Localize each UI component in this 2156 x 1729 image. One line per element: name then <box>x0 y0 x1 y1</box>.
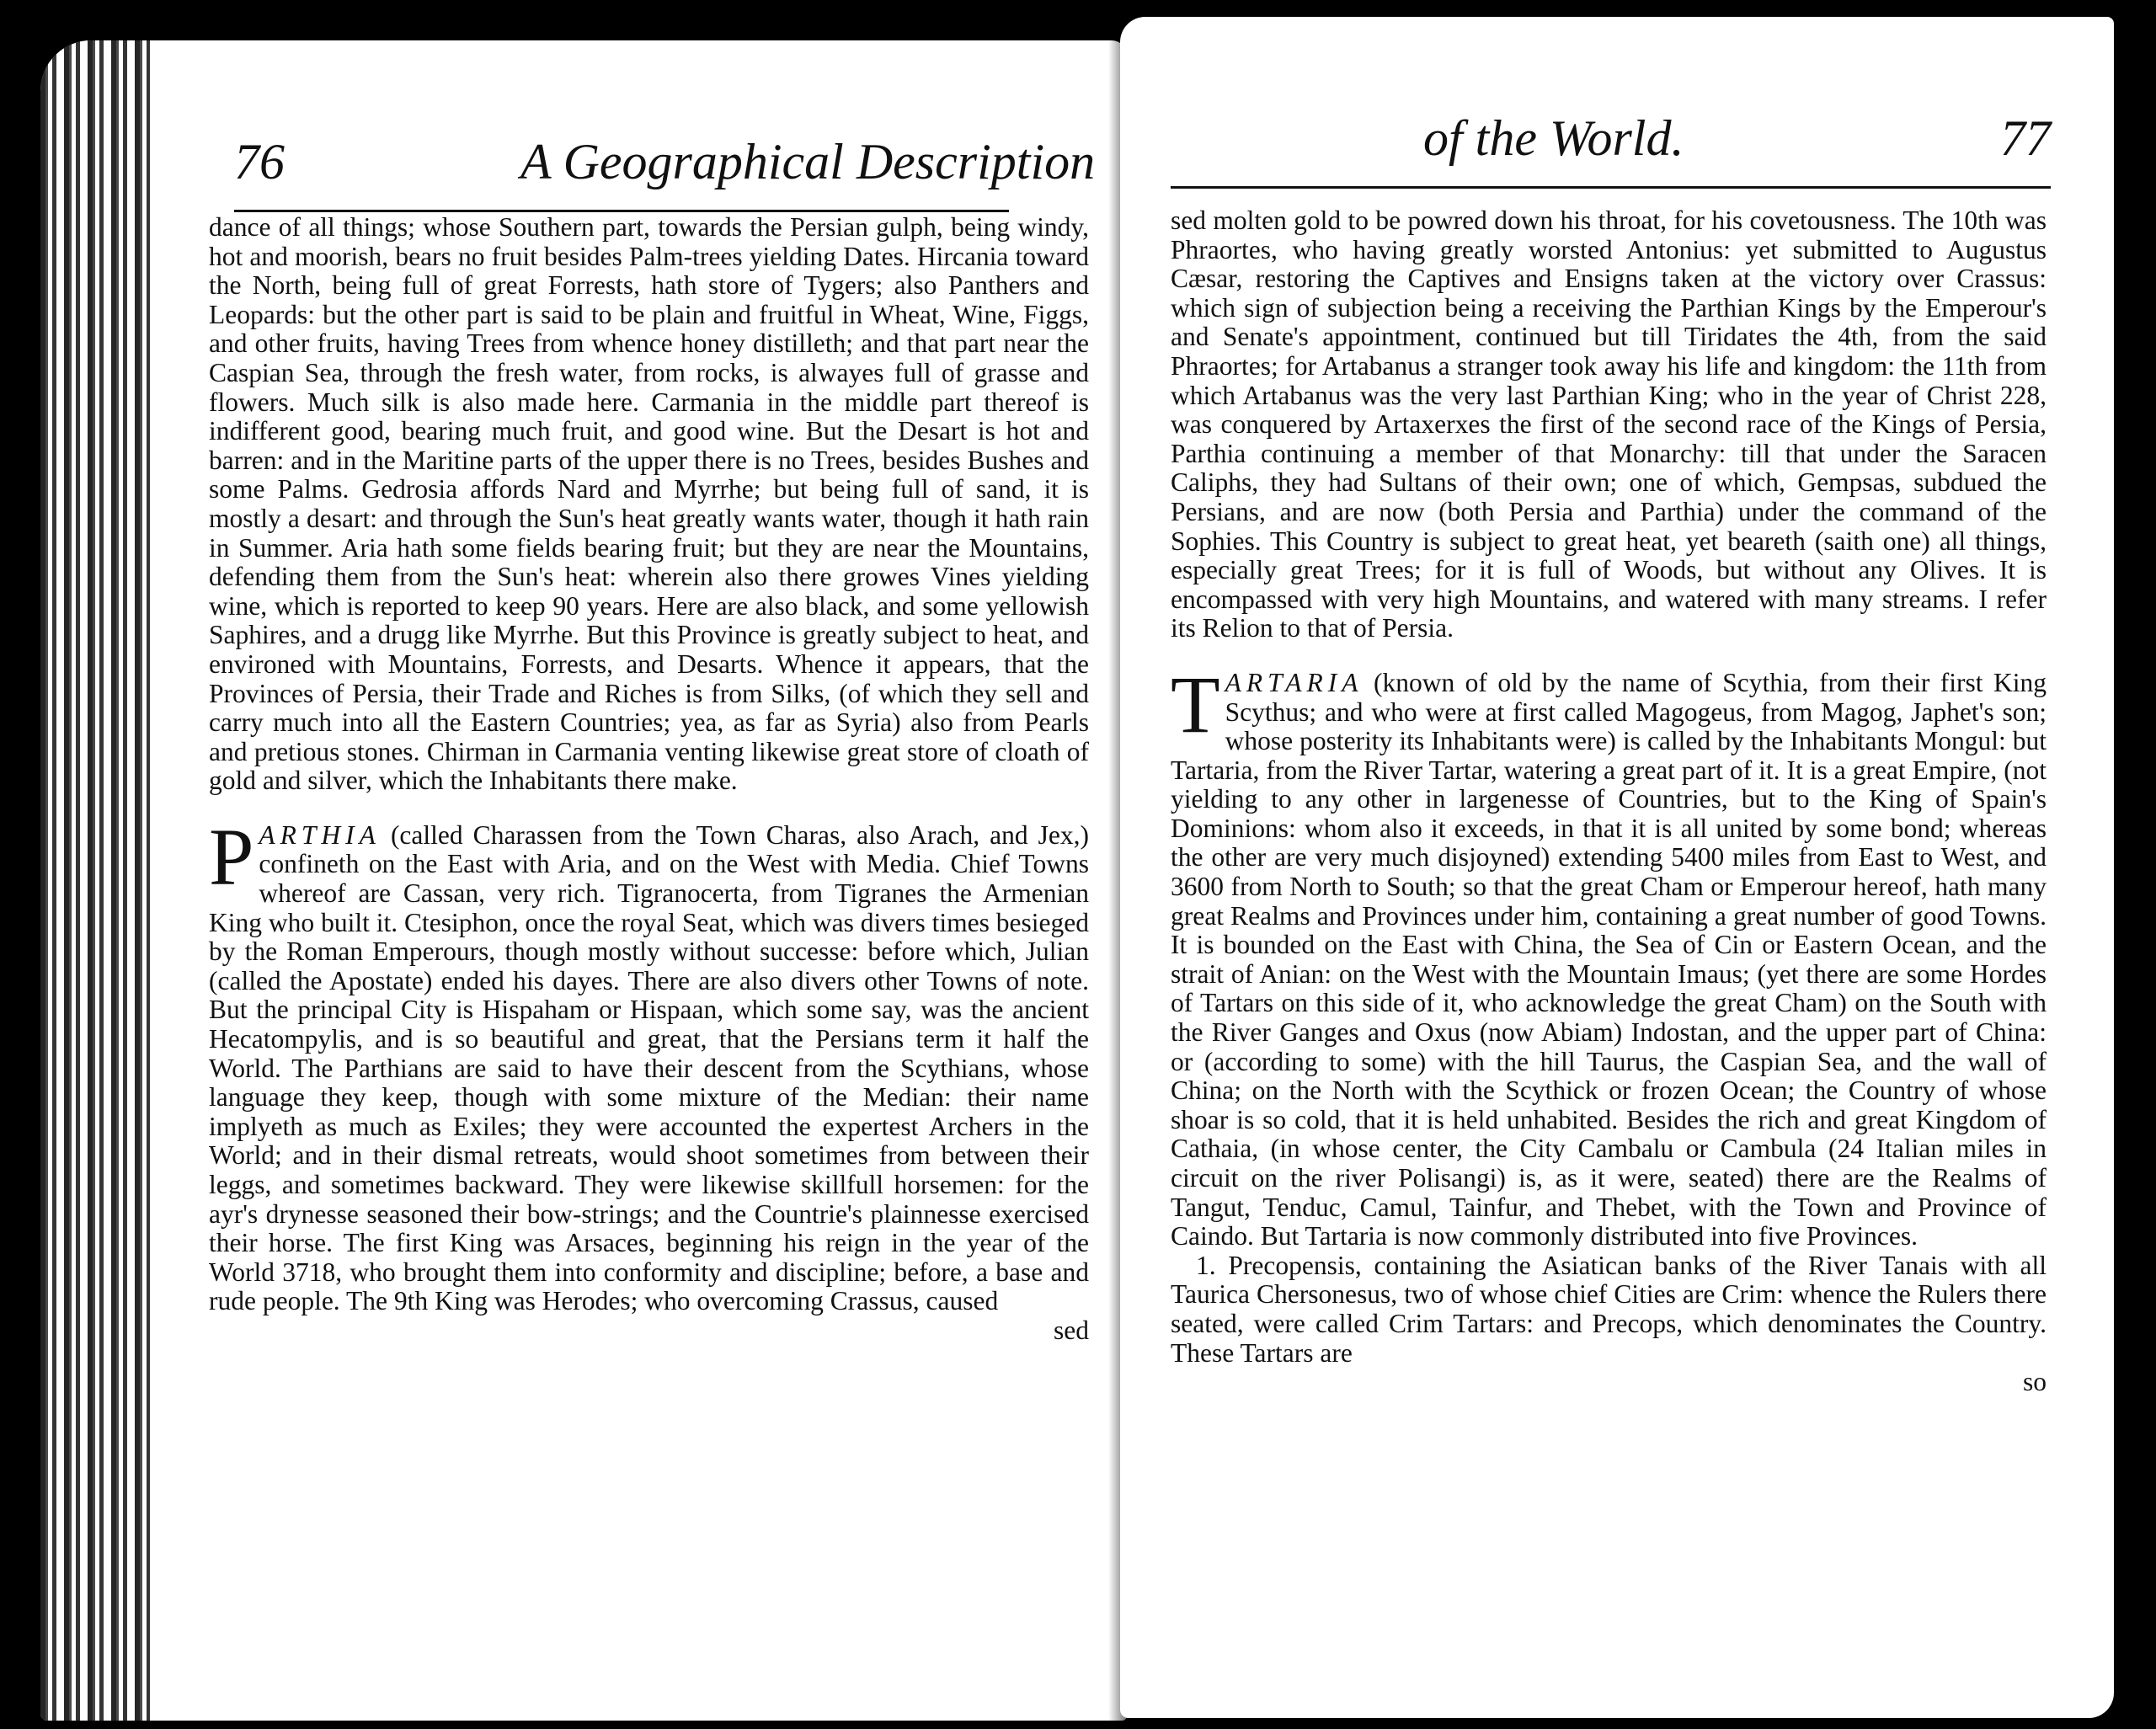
body-paragraph <box>209 811 1090 1316</box>
catchword: so <box>2022 1367 2047 1397</box>
drop-cap: T <box>1171 659 1220 750</box>
drop-cap: P <box>209 811 254 902</box>
section-lead: ARTHIA <box>259 819 381 850</box>
body-paragraph: sed molten gold to be powred down his throat, for his covetousness. The 10th was Phraortes, who having greatly worsted Antonius: yet submitted to Augustus Cæsar, restoring the Captives and Ensigns taken at the victory over Crassus: which sign of subjection being a receiving the Parthian Kings by the Emperour's and Senate's appointment, continued but till Tiridates the 4th, from the said Phraortes; for Artabanus a stranger took away his life and kingdom: the 11th from which Artabanus was the very last Parthian King; who in the year of Christ 228, was conquered by Artaxerxes the first of the second race of the Kings of Persia, Parthia continuing a member of that Monarchy: till that under the Saracen Caliphs, they had Sultans of their own; one of which, Gempsas, subdued the Persians, and are now (both Persia and Parthia) under the command of the Sophies. This Country is subject to great heat, yet beareth (saith one) all things, especially great Trees; for it is full of Woods, but without any Olives. It is encompassed with very high Mountains, and watered with many streams. I refer its Relion to that of Persia. <box>1171 205 2047 643</box>
body-paragraph: 1. Precopensis, containing the Asiatican banks of the River Tanais with all Taurica Chersonesus, two of whose chief Cities are Crim: whence the Rulers there seated, were called Crim Tartars: and Precops, which denominates the Country. These Tartars are <box>1171 1250 2047 1368</box>
section-lead: ARTARIA <box>1225 667 1364 697</box>
body-paragraph <box>1171 659 2047 1251</box>
page-number: 77 <box>2000 110 2051 166</box>
section-text: (called Charassen from the Town Charas, also Arach, and Jex,) confineth on the East with Aria, and on the West with Media. Chief Towns whereof are Cassan, very rich. Tigranocerta, from Tigranes the Armenian King who built it. Ctesiphon, once the royal Seat, which was divers times besieged by the Roman Emperours, though mostly without successe: before which, Julian (called the Apostate) ended his dayes. There are also divers other Towns of note. But the principal City is Hispaham or Hispaan, which some say, was the ancient Hecatompylis, and is so beautiful and great, that the Persians term it half the World. The Parthians are said to have their descent from the Scythians, whose language they keep, though with some mixture of the Median: their name implyeth as much as Exiles; they were accounted the expertest Archers in the World; and in their dismal retreats, would shoot sometimes from between their leggs, and sometimes backward. They were likewise skillfull horsemen: for the ayr's drynesse seasoned their bow-strings; and the Countrie's plainnesse exercised their horse. The first King was Arsaces, beginning his reign in the year of the World 3718, who brought them into conformity and discipline; before, a base and rude people. The 9th King was Herodes; who overcoming Crassus, caused <box>209 819 1090 1316</box>
header-rule <box>1171 186 2051 189</box>
right-page-header <box>1171 109 2051 177</box>
running-head: of the World. <box>1423 110 1684 166</box>
binding-edge-shadow <box>40 40 150 1721</box>
section-text: (known of old by the name of Scythia, from their first King Scythus; and who were at first called Magogeus, from Magog, Japhet's son; whose posterity its Inhabitants were) is called by the Inhabitants Mongul: but Tartaria, from the River Tartar, watering a great part of it. It is a great Empire, (not yielding to any other in largenesse of Countries, but to the King of Spain's Dominions: whom also it exceeds, in that it is all united by some bond; whereas the other are very much disjoyned) extending 5400 miles from East to West, and 3600 from North to South; so that the great Cham or Emperour hereof, hath many great Realms and Provinces under him, containing a great number of good Towns. It is bounded on the East with China, the Sea of Cin or Eastern Ocean, and the strait of Anian: on the West with the Mountain Imaus; (yet there are some Hordes of Tartars on this side of it, who acknowledge the great Cham) on the South with the River Ganges and Oxus (now Abiam) Indostan, and the upper part of China: or (according to some) with the hill Taurus, the Caspian Sea, and the wall of China; on the North with the Scythick or frozen Ocean; the Country of whose shoar is so cold, that it is held unhabited. Besides the rich and great Kingdom of Cathaia, (in whose center, the City Cambalu or Cambula (24 Italian miles in circuit on the river Polisangi) is, as it were, seated) there are the Realms of Tangut, Tenduc, Camul, Tainfur, and Thebet, with the Town and Province of Caindo. But Tartaria is now commonly distributed into five Provinces. <box>1171 667 2047 1251</box>
right-page <box>1120 17 2114 1718</box>
running-head: A Geographical Description <box>520 134 1096 189</box>
left-page-body <box>209 213 1089 1346</box>
catchword: sed <box>1054 1315 1089 1345</box>
left-page <box>40 40 1127 1721</box>
body-paragraph: dance of all things; whose Southern part, towards the Persian gulph, being windy, hot and moorish, bears no fruit besides Palm-trees yielding Dates. Hircania toward the North, being full of great Forrests, hath store of Tygers; also Panthers and Leopards: but the other part is said to be plain and fruitful in Wheat, Wine, Figgs, and other fruits, having Trees from whence honey distilleth; and that part near the Caspian Sea, through the fresh water, from rocks, is alwayes full of grasse and flowers. Much silk is also made here. Carmania in the middle part thereof is indifferent good, bearing much fruit, and good wine. But the Desart is hot and barren: and in the Maritine parts of the upper there is no Trees, besides Bushes and some Palms. Gedrosia affords Nard and Myrrhe; but being full of sand, it is mostly a desart: and through the Sun's heat greatly wants water, though it hath rain in Summer. Aria hath some fields bearing fruit; but they are near the Mountains, defending them from the Sun's heat: wherein also there growes Vines yielding wine, which is reported to keep 90 years. Here are also black, and some yellowish Saphires, and a drugg like Myrrhe. But this Province is greatly subject to heat, and environed with Mountains, Forrests, and Desarts. Whence it appears, that the Provinces of Persia, their Trade and Riches is from Silks, (of which they sell and carry much into all the Eastern Countries; yea, as far as Syria) also from Pearls and pretious stones. Chirman in Carmania venting likewise great store of cloath of gold and silver, which the Inhabitants there make. <box>209 212 1089 796</box>
page-number: 76 <box>234 134 285 189</box>
left-page-header <box>234 133 1096 200</box>
right-page-body <box>1171 206 2047 1397</box>
